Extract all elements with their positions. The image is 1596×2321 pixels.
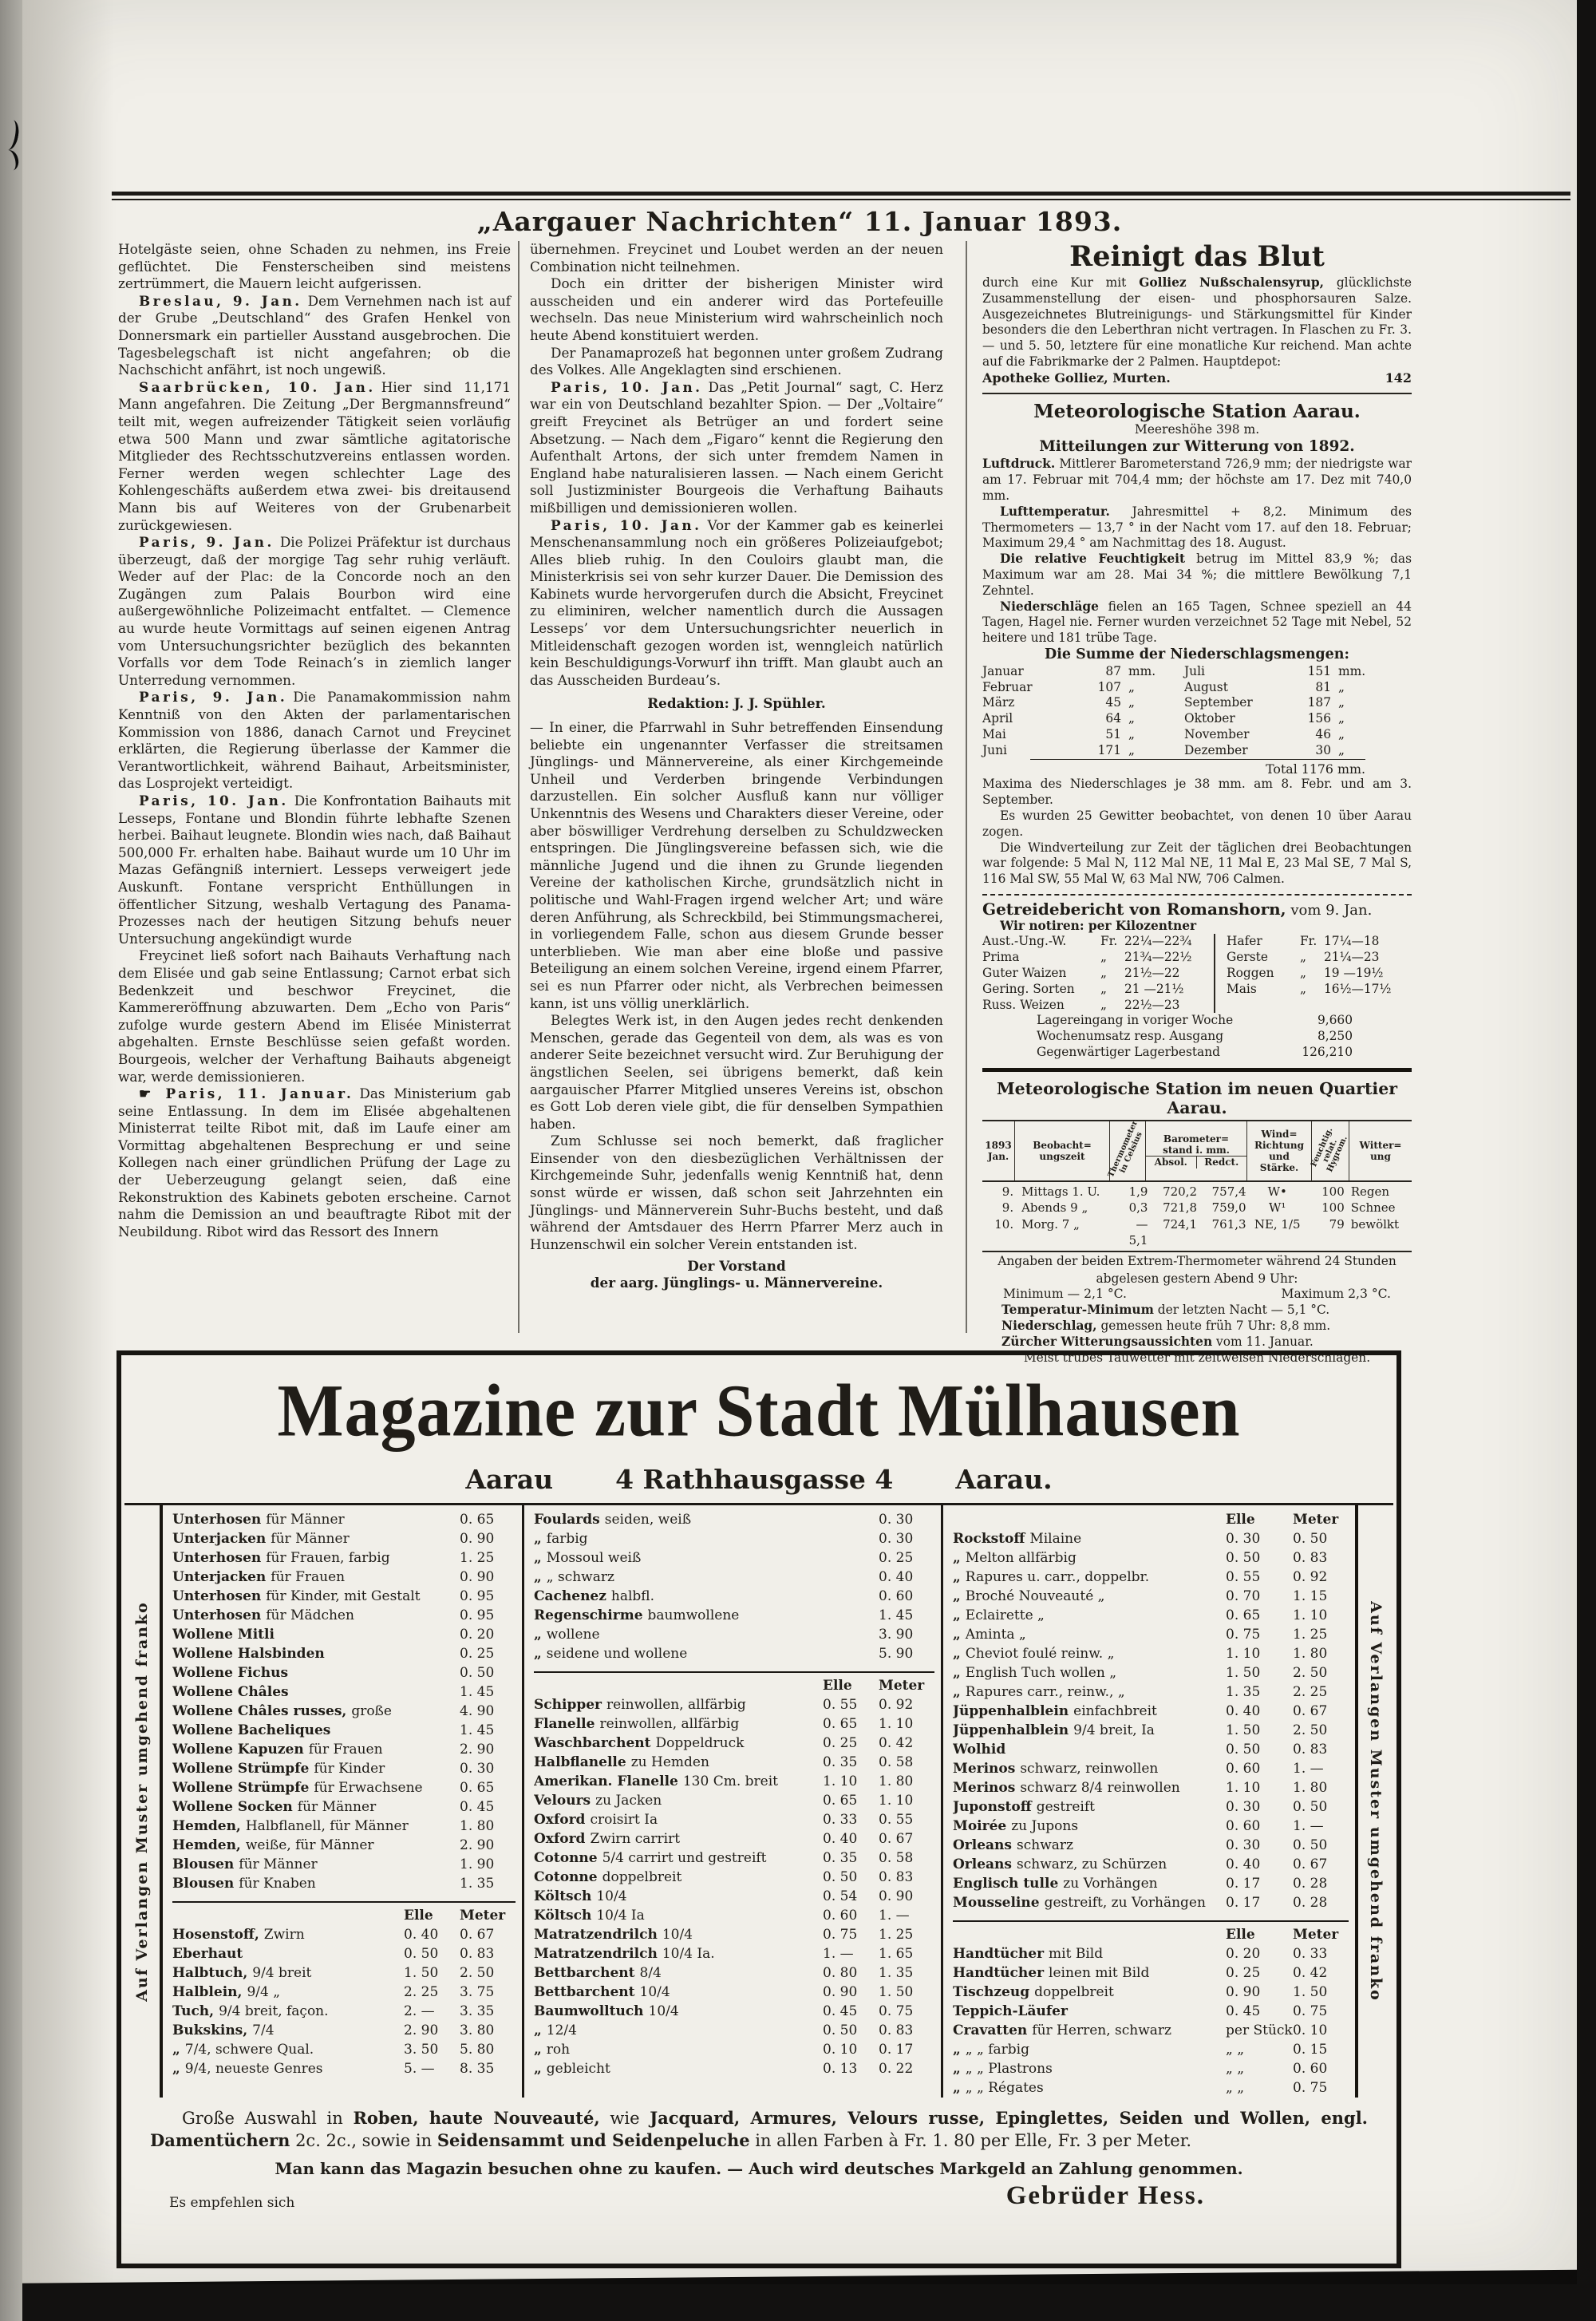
price-list-middle-metric: [534, 1671, 934, 2078]
price-row: „ seidene und wollene 5. 90: [534, 1646, 914, 1662]
section-title: Getreidebericht von Romanshorn, vom 9. Jan.: [982, 899, 1373, 919]
ad-address: Aarau 4 Rathhausgasse 4 Aarau.: [465, 1464, 1053, 1495]
ad-footer-note: Große Auswahl in Roben, haute Nouveauté, wie Jacquard, Armures, Velours russe, Epinglettes, Seiden und Wollen, engl. Damentüchern 2c. 2c., sowie in Seidensammt und Seidenpeluche in allen Farben à Fr. 1. 80 per Elle, Fr. 3 per Meter.: [150, 2108, 1368, 2150]
table-row: Mai 51 „ November 46 „: [982, 726, 1345, 741]
section-rule: [982, 894, 1412, 896]
section-rule: [982, 1068, 1412, 1072]
price-row: Schipper reinwollen, allfärbig 0. 55 0. 92: [534, 1697, 914, 1713]
rainfall-total: Total 1176 mm.: [1030, 759, 1365, 777]
ink-mark: [0, 148, 21, 172]
price-row: Hemden, weiße, für Männer 2. 90: [172, 1837, 495, 1853]
price-row: Blousen für Männer 1. 90: [172, 1856, 495, 1872]
price-row: Unterhosen für Frauen, farbig 1. 25: [172, 1550, 495, 1566]
news-column-3: [982, 241, 1412, 1366]
price-row: Unterhosen für Mädchen 0. 95: [172, 1607, 495, 1623]
price-row: „ „ „ Régates „ „ 0. 75: [953, 2080, 1328, 2096]
table-row: März 45 „ September 187 „: [982, 695, 1345, 710]
redaktion-line: Redaktion: J. J. Spühler.: [647, 695, 826, 712]
forecast-title: Zürcher Witterungsaussichten vom 11. Januar.: [1001, 1334, 1314, 1349]
price-row: Cravatten für Herren, schwarz per Stück 0. 10: [953, 2022, 1328, 2038]
table-row: Prima „ 21¾—22½: [982, 950, 1192, 965]
price-list-right-lower: [953, 1920, 1349, 2098]
price-row: Unterjacken für Männer 0. 90: [172, 1531, 495, 1547]
table-row: Roggen „ 19 —19½: [1227, 966, 1384, 981]
blood-syrup-ad: [982, 241, 1412, 386]
price-row: „ Broché Nouveauté „ 0. 70 1. 15: [953, 1588, 1328, 1604]
table-row: 9. Abends 9 „ 0,3 721,8 759,0 W¹ 100 Schnee: [1001, 1200, 1396, 1216]
price-row: „ 12/4 0. 50 0. 83: [534, 2022, 914, 2038]
price-row: Waschbarchent Doppeldruck 0. 25 0. 42: [534, 1735, 914, 1751]
ad-signature: Es empfehlen sich Gebrüder Hess.: [169, 2181, 1205, 2211]
dateline: Paris, 9. Jan.: [139, 534, 275, 551]
price-row: Bukskins, 7/4 2. 90 3. 80: [172, 2022, 495, 2038]
price-row: Hemden, Halbflanell, für Männer 1. 80: [172, 1818, 495, 1834]
price-row: „ roh 0. 10 0. 17: [534, 2042, 914, 2058]
grain-summary-row: Wochenumsatz resp. Ausgang 8,250: [1037, 1029, 1353, 1044]
price-row: „ gebleicht 0. 13 0. 22: [534, 2061, 914, 2077]
price-row: Cotonne 5/4 carrirt und gestreift 0. 35 0. 58: [534, 1850, 914, 1866]
weather-paragraph: Die relative Feuchtigkeit betrug im Mittel 83,9 %; das Maximum war am 28. Mai 34 %; die mittlere Bewölkung 7,1 Zehntel.: [982, 552, 1412, 598]
weather-paragraph: Lufttemperatur. Jahresmittel + 8,2. Minimum des Thermometers — 13,7 ° in der Nacht vom 17. auf den 18. Februar; Maximum 29,4 ° am Nachmittag des 18. August.: [982, 504, 1412, 551]
price-row: Handtücher mit Bild 0. 20 0. 33: [953, 1946, 1328, 1962]
price-list-middle: [522, 1505, 943, 2098]
dateline: Paris, 9. Jan.: [139, 689, 288, 706]
price-header: Elle Meter: [823, 1678, 925, 1694]
newspaper-page: [22, 0, 1577, 2284]
news-column-1: [118, 241, 511, 1240]
news-paragraph: Paris, 9. Jan. Die Polizei Präfektur ist durchaus überzeugt, daß der morgige Tag sehr ruhig verläuft. Weder auf der Plac: de la Concorde noch an den Zugängen zum Palais Bourbon wird eine außergewöhnliche Polizeimacht entfaltet. — Clemence au wurde heute Vormittags auf seinen eigenen Antrag vom Untersuchungsrichter bezüglich des bekannten Vorfalls vor dem Tode Reinach’s in ziemlich langer Unterredung vernommen.: [118, 534, 512, 688]
magazine-ad: [117, 1350, 1401, 2268]
price-row: Teppich-Läufer 0. 45 0. 75: [953, 2003, 1328, 2019]
price-row: Bettbarchent 10/4 0. 90 1. 50: [534, 1984, 914, 2000]
extremes-note: abgelesen gestern Abend 9 Uhr:: [1096, 1271, 1298, 1286]
price-row: „ „ schwarz 0. 40: [534, 1569, 914, 1585]
ink-mark: [0, 119, 21, 152]
table-row: 10. Morg. 7 „ — 5,1 724,1 761,3 NE, 1/5 79 bewölkt: [994, 1216, 1400, 1248]
price-row: Wollene Bacheliques 1. 45: [172, 1722, 495, 1738]
price-row: Matratzendrilch 10/4 0. 75 1. 25: [534, 1927, 914, 1943]
table-row: Gering. Sorten „ 21 —21½: [982, 981, 1184, 996]
price-row: Mousseline gestreift, zu Vorhängen 0. 17 0. 28: [953, 1895, 1328, 1911]
table-row: Mais „ 16½—17½: [1227, 981, 1392, 996]
price-row: Wollene Châles 1. 45: [172, 1684, 495, 1700]
weather-paragraph: Maxima des Niederschlages je 38 mm. am 8. Febr. und am 3. September.: [982, 777, 1412, 808]
news-paragraph: Paris, 10. Jan. Die Konfrontation Baihauts mit Lesseps, Fontane und Blondin führte lebhafte Szenen herbei. Baihaut leugnete. Blondin wies nach, daß Baihaut 500,000 Fr. erhalten habe. Baihaut wurde um 10 Uhr im Mazas Gefängniß interniert. Lesseps verweigert jede Auskunft. Fontane verspricht Enthüllungen in öffentlicher Sitzung, weshalb Vertagung des Panama-Prozesses nach der heutigen Sitzung behufs neuer Untersuchung angekündigt wurde: [118, 793, 511, 947]
price-row: Tuch, 9/4 breit, façon. 2. — 3. 35: [172, 2003, 495, 2019]
news-paragraph: Belegtes Werk ist, in den Augen jedes recht denkenden Menschen, gerade das Gegenteil von dem, als was es von anderer Seite bezeichnet versucht wird. Zur Beruhigung der ängstlichen Seelen, sei übrigens bemerkt, daß kein aargauischer Pfarrer Mitglied unseres Vereins ist, obschon es Gott Lob deren viele gibt, die für denselben Sympathien haben.: [530, 1012, 943, 1132]
news-paragraph: Paris, 10. Jan. Das „Petit Journal“ sagt, C. Herz war ein von Deutschland bezahlter Spion. — Der „Voltaire“ greift Freycinet als Betrüger an und fordert seine Absetzung. — Nach dem „Figaro“ kennt die Regierung den Aufenthalt Artons, der sich unter fremdem Namen in England habe naturalisieren lassen. — Nach einem Gericht soll Justizminister Bourgeois die Verhaftung Baihauts mißbilligen und demissionieren wollen.: [530, 378, 943, 516]
price-row: Unterhosen für Kinder, mit Gestalt 0. 95: [172, 1588, 495, 1604]
price-row: Wolhid 0. 50 0. 83: [953, 1742, 1328, 1758]
price-row: „ „ „ farbig „ „ 0. 15: [953, 2042, 1328, 2058]
price-row: Baumwolltuch 10/4 0. 45 0. 75: [534, 2003, 914, 2019]
weather-paragraph: Es wurden 25 Gewitter beobachtet, von denen 10 über Aarau zogen.: [982, 808, 1412, 839]
price-row: Merinos schwarz, reinwollen 0. 60 1. —: [953, 1761, 1324, 1777]
price-row: Költsch 10/4 0. 54 0. 90: [534, 1888, 914, 1904]
table-row: 9. Mittags 1. U. 1,9 720,2 757,4 W• 100 Regen: [1001, 1184, 1390, 1199]
letter-signature: Der Vorstand der aarg. Jünglings- u. Männervereine.: [590, 1258, 883, 1291]
news-paragraph: Doch ein dritter der bisherigen Minister wird ausscheiden und ein anderer wird das Portefeuille wechseln. Das neue Ministerium wird wahrscheinlich noch heute Abend konstituiert werden.: [530, 275, 943, 343]
table-row: Russ. Weizen „ 22½—23: [982, 997, 1180, 1012]
news-column-2: [530, 241, 943, 1291]
price-row: Unterjacken für Frauen 0. 90: [172, 1569, 495, 1585]
price-row: „ Aminta „ 0. 75 1. 25: [953, 1627, 1328, 1643]
price-row: Wollene Fichus 0. 50: [172, 1665, 495, 1681]
ad-side-note-left: Auf Verlangen Muster umgehend franko: [124, 1505, 163, 2098]
price-row: Velours zu Jacken 0. 65 1. 10: [534, 1793, 914, 1809]
price-row: „ Rapures carr., reinw., „ 1. 35 2. 25: [953, 1684, 1328, 1700]
price-list-left: [163, 1505, 522, 2098]
price-row: Wollene Kapuzen für Frauen 2. 90: [172, 1742, 495, 1758]
weather-paragraph: Luftdruck. Mittlerer Barometerstand 726,9 mm; der niedrigste war am 17. Februar mit 704,4 mm; der höchste am 17. Dez mit 740,0 mm.: [982, 457, 1412, 503]
ad-body: durch eine Kur mit Golliez Nußschalensyrup, glücklichste Zusammenstellung der eisen- und phosphorsauren Salze. Ausgezeichnetes Blutreinigungs- und Stärkungsmittel für Kinder besonders die den Leberthran nicht vertragen. In Flaschen zu Fr. 3. — und 5. 50, letztere für eine monatliche Kur reichend. Man achte auf die Fabrikmarke der 2 Palmen. Hauptdepot:: [982, 275, 1412, 369]
price-row: Rockstoff Milaine 0. 30 0. 50: [953, 1531, 1328, 1547]
masthead-rule: [112, 192, 1570, 196]
ad-price-lists: [124, 1503, 1393, 2098]
price-row: Bettbarchent 8/4 0. 80 1. 35: [534, 1965, 914, 1981]
extremes-note: Angaben der beiden Extrem-Thermometer während 24 Stunden: [998, 1253, 1396, 1268]
news-paragraph: Freycinet ließ sofort nach Baihauts Verhaftung nach dem Elisée und gab seine Entlassung; Carnot erbat sich Bedenkzeit und beschwor Freycinet, die Kammereröffnung abzuwarten. Dem „Echo von Paris“ zufolge wurde gestern Abend im Elisée Ministerrat abgehalten. Ernste Beschlüsse seien gefaßt worden. Bourgeois, welcher der Verhaftung Baihauts abgeneigt war, werde demissionieren.: [118, 947, 511, 1085]
station-observation-section: [982, 1079, 1412, 1366]
price-row: Halbtuch, 9/4 breit 1. 50 2. 50: [172, 1965, 495, 1981]
table-row: Aust.-Ung.-W. Fr. 22¼—22¾: [982, 934, 1192, 949]
weather-paragraph: Die Windverteilung zur Zeit der täglichen drei Beobachtungen war folgende: 5 Mal N, 112 Mal NE, 11 Mal E, 23 Mal SE, 7 Mal S, 116 Mal SW, 55 Mal W, 63 Mal NW, 706 Calmen.: [982, 840, 1412, 887]
price-row: Orleans schwarz, zu Schürzen 0. 40 0. 67: [953, 1856, 1328, 1872]
section-title: Meteorologische Station Aarau.: [1033, 400, 1361, 422]
price-row: „ Melton allfärbig 0. 50 0. 83: [953, 1550, 1328, 1566]
price-row: Eberhaut 0. 50 0. 83: [172, 1946, 495, 1962]
column-divider: [518, 241, 519, 1333]
weather-table-header: 1893 Jan. Beobacht= ungszeit Thermometer in Celsius Barometer= stand i. mm. Absol. Redct. Wind= Richtung und Stärke. Feuchtig. relat. Hygrom. Witter= ung: [982, 1120, 1412, 1182]
price-row: „ Mossoul weiß 0. 25: [534, 1550, 914, 1566]
price-row: Matratzendrilch 10/4 Ia. 1. — 1. 65: [534, 1946, 914, 1962]
news-paragraph: Paris, 9. Jan. Die Panamakommission nahm Kenntniß von den Akten der parlamentarischen Kommission von 1886, danach Carnot und Freycinet erklärten, die Regierung überlasse der Kammer die Verantwortlichkeit, während Baihaut, Arbeitsminister, das Losprojekt verteidigt.: [118, 689, 511, 792]
dateline: Saarbrücken, 10. Jan.: [139, 378, 376, 395]
grain-summary-row: Lagereingang in voriger Woche 9,660: [1037, 1013, 1353, 1028]
table-row: Gerste „ 21¼—23: [1227, 950, 1380, 965]
scan-edge: [22, 2269, 1577, 2284]
table-row: Guter Waizen „ 21½—22: [982, 966, 1180, 981]
news-paragraph: übernehmen. Freycinet und Loubet werden an der neuen Combination nicht teilnehmen.: [530, 241, 943, 275]
section-subtitle: Meereshöhe 398 m.: [1134, 421, 1260, 437]
news-paragraph: Breslau, 9. Jan. Dem Vernehmen nach ist auf der Grube „Deutschland“ des Grafen Henkel von Donnersmark ein partieller Ausstand ausgebrochen. Die Tagesbelegschaft ist nicht angefahren; ob die Nachschicht anfährt, ist noch ungewiß.: [118, 292, 511, 378]
price-row: Oxford croisirt Ia 0. 33 0. 55: [534, 1812, 914, 1828]
ad-side-note-right: Auf Verlangen Muster umgehend franko: [1355, 1505, 1393, 2098]
price-row: Englisch tulle zu Vorhängen 0. 17 0. 28: [953, 1876, 1328, 1892]
ad-headline: Reinigt das Blut: [1069, 240, 1325, 273]
news-paragraph: — In einer, die Pfarrwahl in Suhr betreffenden Einsendung beliebte ein ungenannter Verfasser die streitsamen Jünglings- und Männervereine, als einer Kirchgemeinde Unheil und Verderben bringende Verbindungen darzustellen. Ein solcher Ausfluß kann nur völliger Unkenntnis des Wesens und Charakters dieser Vereine, oder aber böswilliger Verdrehung derselben zu Schuldzwecken entspringen. Die Jünglingsvereine befassen sich, wie die männliche Jugend und die ihnen zu Grunde liegenden Vereine der katholischen Kirche, grundsätzlich nicht in politische und Wahl-Fragen irgend welcher Art; und wäre deren Anführung, als Schreckbild, bei Stimmungsmacherei, in vorliegendem Falle, schon aus diesem Grunde besser unterblieben. Wie man aber eine bloße und passive Beteiligung an einem solchen Vereine, irgend einem Pfarrer, sei es nun Pfarrer oder nicht, als Verbrechen beimessen kann, ist uns völlig unerklärlich.: [530, 719, 943, 1011]
section-rule: [982, 393, 1412, 394]
news-paragraph: Saarbrücken, 10. Jan. Hier sind 11,171 Mann angefahren. Die Zeitung „Der Bergmannsfreund“ teilt mit, wegen aufreizender Tätigkeit seien vorläufig etwa 500 Mann und zwar sämtliche agitatorische Mitglieder des Rechtsschutzvereins entlassen worden. Ferner werden wegen schlechter Lage des Kohlengeschäfts außerdem etwa zwei- bis dreitausend Mann bis auf Weiteres von der Grubenarbeit zurückgewiesen.: [118, 378, 511, 533]
price-row: Oxford Zwirn carrirt 0. 40 0. 67: [534, 1831, 914, 1847]
price-row: Hosenstoff, Zwirn 0. 40 0. 67: [172, 1927, 495, 1943]
grain-price-table: [982, 934, 1412, 1013]
dateline: Paris, 10. Jan.: [551, 378, 703, 395]
price-row: Cotonne doppelbreit 0. 50 0. 83: [534, 1869, 914, 1885]
column-divider: [966, 241, 967, 1333]
price-row: Wollene Socken für Männer 0. 45: [172, 1799, 495, 1815]
price-row: Merinos schwarz 8/4 reinwollen 1. 10 1. 80: [953, 1780, 1328, 1796]
section-title: Meteorologische Station im neuen Quartier Aarau.: [996, 1078, 1398, 1117]
grain-subtitle: Wir notiren: per Kilozentner: [1000, 918, 1197, 933]
price-row: „ farbig 0. 30: [534, 1531, 914, 1547]
price-row: „ „ „ Plastrons „ „ 0. 60: [953, 2061, 1328, 2077]
minmax-line: Minimum — 2,1 °C. Maximum 2,3 °C.: [1003, 1287, 1391, 1302]
dateline: Paris, 10. Jan.: [139, 793, 289, 809]
weather-observation-table: [982, 1182, 1412, 1252]
ad-visit-note: Man kann das Magazin besuchen ohne zu kaufen. — Auch wird deutsches Markgeld an Zahlung genommen.: [275, 2159, 1243, 2178]
table-row: Januar 87 mm. Juli 151 mm.: [982, 663, 1366, 678]
news-paragraph: Zum Schlusse sei noch bemerkt, daß fraglicher Einsender von den diesbezüglichen Verhältnissen der Kirchgemeinde Suhr, jedenfalls wenig Kenntniß hat, denn sonst würde er wissen, daß schon seit Jahrzehnten ein Jünglings- und Männerverein Suhr-Buchs besteht, und daß während der Amtsdauer des Herrn Pfarrer Merz auch in Hunzenschwil ein solcher Verein entstanden ist.: [530, 1133, 943, 1252]
price-row: Jüppenhalblein einfachbreit 0. 40 0. 67: [953, 1703, 1328, 1719]
price-row: Regenschirme baumwollene 1. 45: [534, 1607, 914, 1623]
price-header: Elle Meter: [1226, 1512, 1339, 1528]
price-row: Költsch 10/4 Ia 0. 60 1. —: [534, 1908, 910, 1924]
book-gutter: [0, 0, 22, 2321]
ad-number: 142: [1385, 370, 1412, 386]
table-row: Juni 171 „ Dezember 30 „: [982, 742, 1345, 757]
rainfall-table-title: Die Summe der Niederschlagsmengen:: [1045, 646, 1349, 662]
weather-paragraph: Niederschläge fielen an 165 Tagen, Schnee speziell an 44 Tagen, Hagel nie. Ferner wurden verzeichnet 52 Tage mit Nebel, 52 heitere und 181 trübe Tage.: [982, 599, 1412, 646]
forecast-text: Meist trübes Tauwetter mit zeitweisen Niederschlägen.: [1023, 1350, 1371, 1365]
price-row: Foulards seiden, weiß 0. 30: [534, 1512, 914, 1528]
table-row: Februar 107 „ August 81 „: [982, 679, 1345, 694]
price-row: „ Rapures u. carr., doppelbr. 0. 55 0. 92: [953, 1569, 1328, 1585]
dateline: ☛ Paris, 11. Januar.: [139, 1085, 354, 1102]
price-list-right: [943, 1505, 1355, 2098]
price-row: „ English Tuch wollen „ 1. 50 2. 50: [953, 1665, 1328, 1681]
price-row: Tischzeug doppelbreit 0. 90 1. 50: [953, 1984, 1328, 2000]
price-row: Wollene Strümpfe für Kinder 0. 30: [172, 1761, 495, 1777]
price-row: „ Eclairette „ 0. 65 1. 10: [953, 1607, 1328, 1623]
price-header: Elle Meter: [404, 1908, 506, 1924]
price-row: Wollene Châles russes, große 4. 90: [172, 1703, 495, 1719]
price-row: Halblein, 9/4 „ 2. 25 3. 75: [172, 1984, 495, 2000]
precipitation-line: Niederschlag, gemessen heute früh 7 Uhr: 8,8 mm.: [1001, 1319, 1331, 1334]
table-row: Hafer Fr. 17¼—18: [1227, 934, 1380, 949]
price-header: Elle Meter: [1226, 1927, 1339, 1943]
weather-report-1892: [982, 401, 1412, 888]
section-subtitle: Mitteilungen zur Witterung von 1892.: [1039, 438, 1355, 456]
price-row: Cachenez halbfl. 0. 60: [534, 1588, 914, 1604]
price-row: Moirée zu Jupons 0. 60 1. —: [953, 1818, 1324, 1834]
news-paragraph: Paris, 10. Jan. Vor der Kammer gab es keinerlei Menschenansammlung noch ein größeres Polizeiaufgebot; Alles blieb ruhig. In den Couloirs glaubt man, die Ministerkrisis sei von sehr kurzer Dauer. Die Demission des Kabinets wurde hervorgerufen durch die Absicht, Freycinet zu eliminiren, welcher namentlich durch die Aussagen Lesseps’ vor dem Untersuchungsrichter neuerlich in Mitleidenschaft gezogen worden ist, wenngleich natürlich kein Beschuldigungs-Vorwurf ihn trifft. Man glaubt auch an das Ausscheiden Burdeau’s.: [530, 516, 943, 688]
price-row: Juponstoff gestreift 0. 30 0. 50: [953, 1799, 1328, 1815]
dateline: Paris, 10. Jan.: [551, 516, 702, 533]
ad-depot-line: Apotheke Golliez, Murten. 142: [982, 370, 1412, 386]
price-row: „ 7/4, schwere Qual. 3. 50 5. 80: [172, 2042, 495, 2058]
masthead-rule-thin: [112, 199, 1570, 200]
price-row: „ wollene 3. 90: [534, 1627, 914, 1643]
price-list-left-metric: [172, 1901, 516, 2078]
temp-minimum-line: Temperatur-Minimum der letzten Nacht — 5,1 °C.: [1001, 1303, 1330, 1318]
masthead-title: „Aargauer Nachrichten“ 11. Januar 1893.: [476, 206, 1123, 237]
price-row: Blousen für Knaben 1. 35: [172, 1876, 495, 1892]
price-row: Handtücher leinen mit Bild 0. 25 0. 42: [953, 1965, 1328, 1981]
news-paragraph: Hotelgäste seien, ohne Schaden zu nehmen, ins Freie geflüchtet. Die Fensterscheiben sind meistens zertrümmert, die Mauern leicht aufgerissen.: [118, 241, 511, 292]
ad-title: Magazine zur Stadt Mülhausen: [277, 1370, 1241, 1453]
news-paragraph: Der Panamaprozeß hat begonnen unter großem Zudrang des Volkes. Alle Angeklagten sind erschienen.: [530, 344, 943, 378]
news-paragraph: ☛ Paris, 11. Januar. Das Ministerium gab seine Entlassung. In dem im Elisée abgehaltenen Ministerrat teilte Ribot mit, daß im Laufe einer am Vormittag abgehaltenen Besprechung er und seine Kollegen nach einer gründlichen Prüfung der Lage zu der Ueberzeugung gelangt seien, daß eine Rekonstruktion des Kabinets geboten erscheine. Carnot nahm die Demission an und beauftragte Ribot mit der Neubildung. Ribot wird das Ressort des Innern: [118, 1085, 511, 1240]
price-row: „ 9/4, neueste Genres 5. — 8. 35: [172, 2061, 495, 2077]
dateline: Breslau, 9. Jan.: [139, 292, 302, 309]
price-row: Amerikan. Flanelle 130 Cm. breit 1. 10 1. 80: [534, 1773, 914, 1789]
price-row: Halbflanelle zu Hemden 0. 35 0. 58: [534, 1754, 914, 1770]
rainfall-table: [982, 664, 1412, 759]
price-row: „ Cheviot foulé reinw. „ 1. 10 1. 80: [953, 1646, 1328, 1662]
price-row: Wollene Mitli 0. 20: [172, 1627, 495, 1643]
price-row: Wollene Strümpfe für Erwachsene 0. 65: [172, 1780, 495, 1796]
price-row: Jüppenhalblein 9/4 breit, Ia 1. 50 2. 50: [953, 1722, 1328, 1738]
grain-report: [982, 899, 1412, 1061]
price-row: Orleans schwarz 0. 30 0. 50: [953, 1837, 1328, 1853]
price-row: Flanelle reinwollen, allfärbig 0. 65 1. 10: [534, 1716, 914, 1732]
grain-summary-row: Gegenwärtiger Lagerbestand 126,210: [1037, 1045, 1353, 1060]
price-row: Wollene Halsbinden 0. 25: [172, 1646, 495, 1662]
table-row: April 64 „ Oktober 156 „: [982, 711, 1345, 726]
price-row: Unterhosen für Männer 0. 65: [172, 1512, 495, 1528]
